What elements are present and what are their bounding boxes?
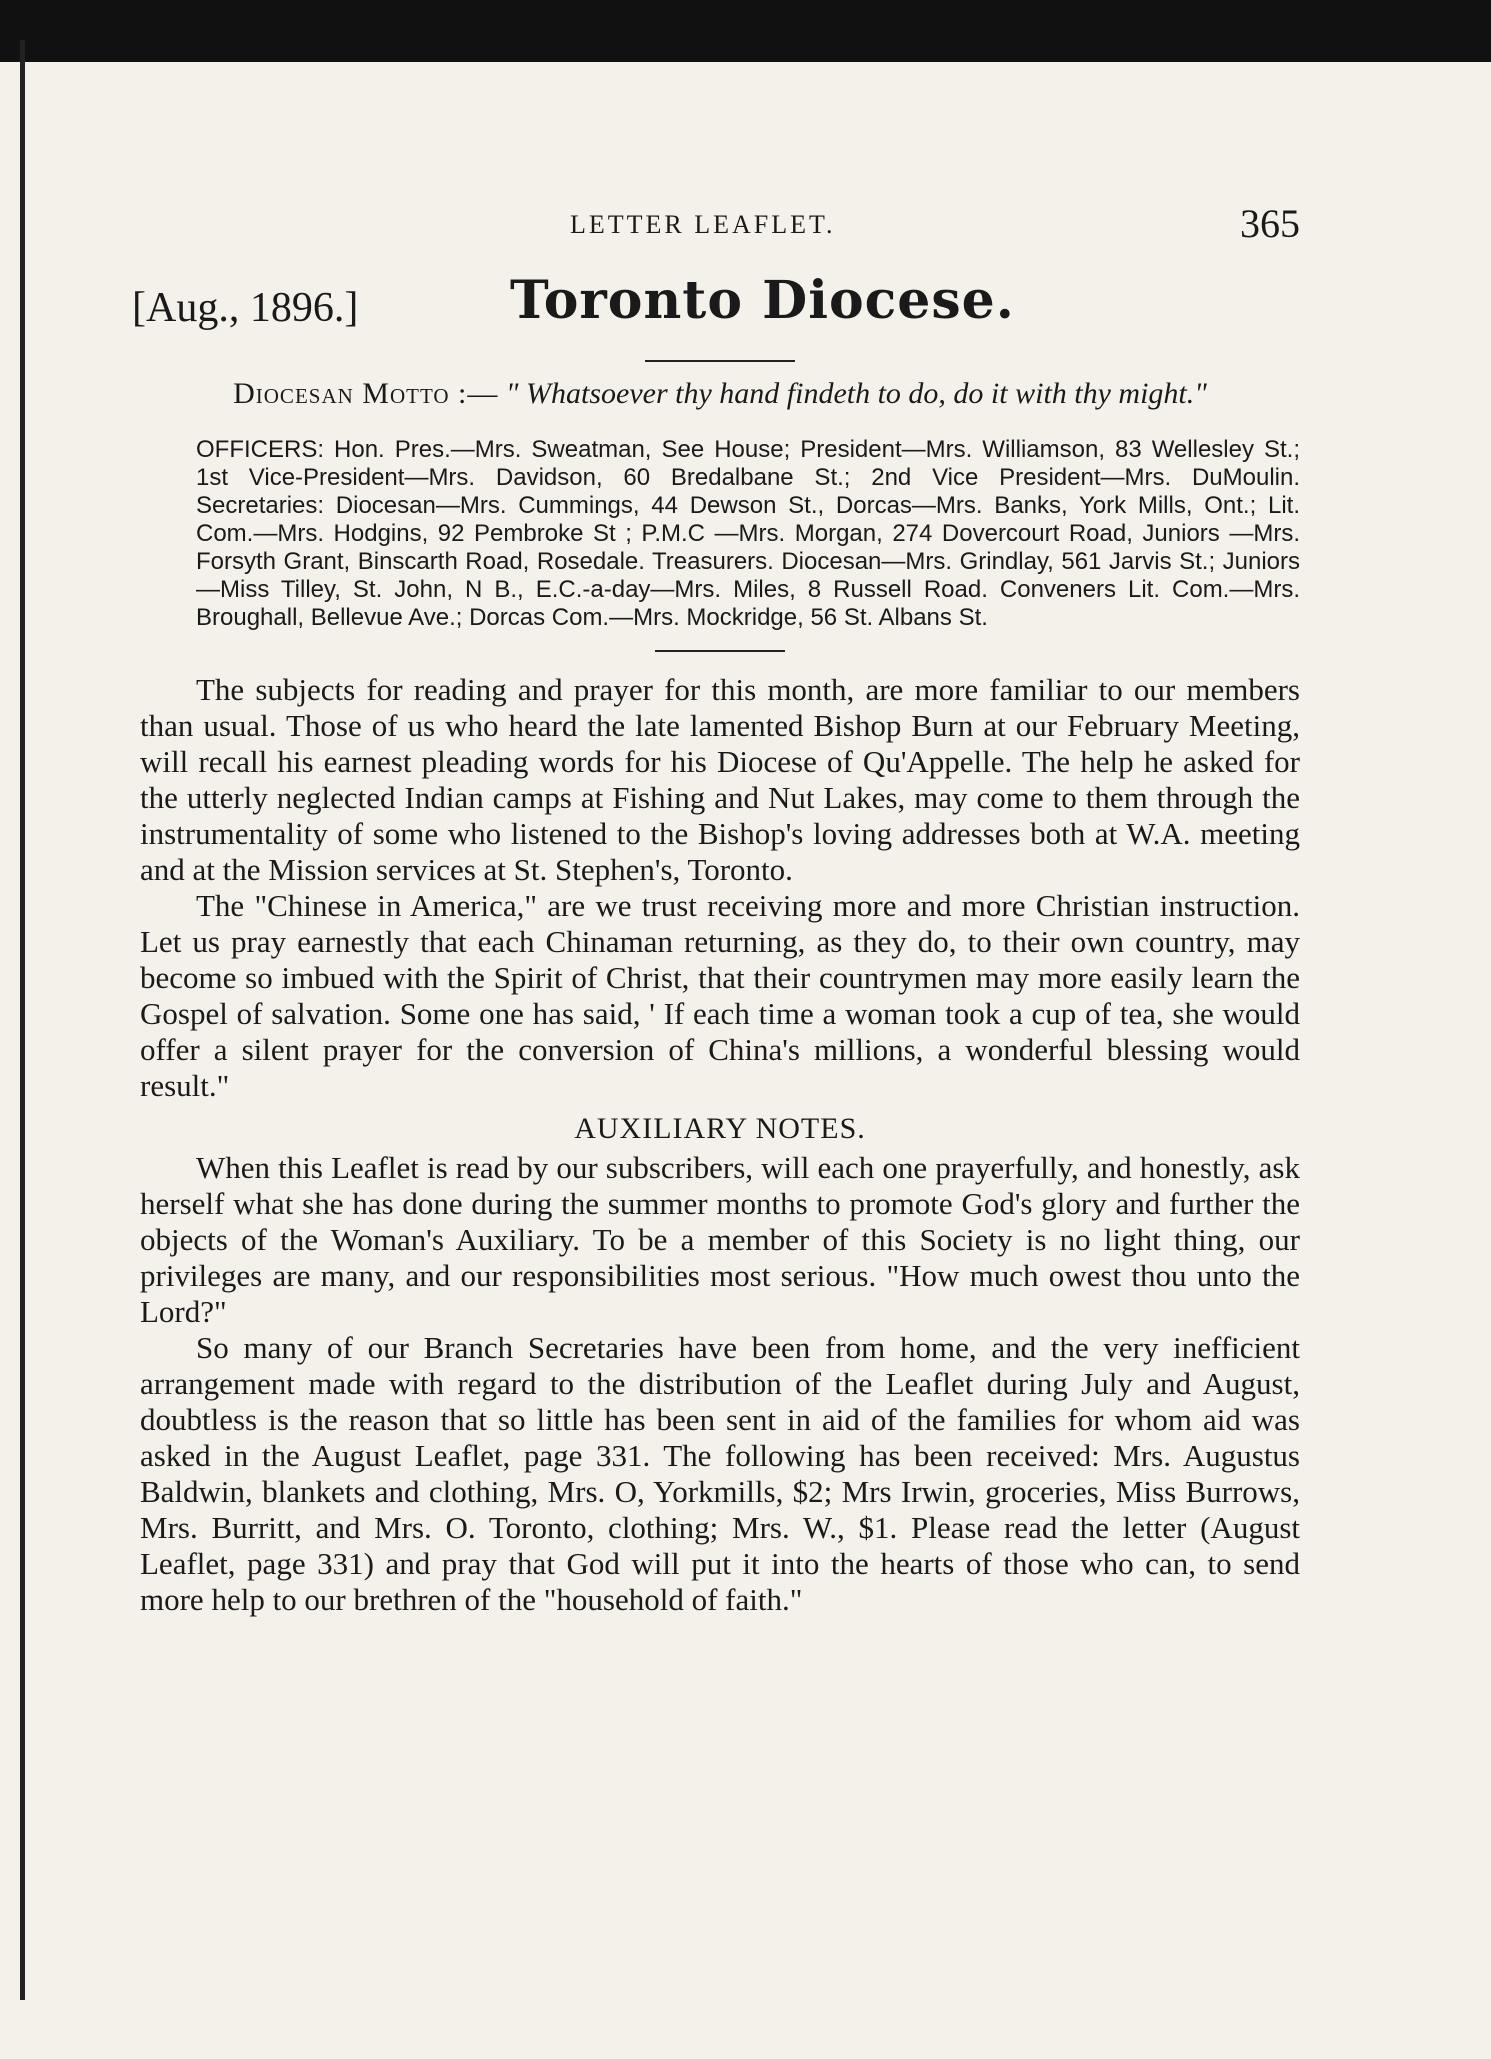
section-heading: AUXILIARY NOTES.	[574, 1112, 866, 1145]
motto-label: Diocesan Motto :—	[233, 377, 499, 410]
officers-text: OFFICERS: Hon. Pres.—Mrs. Sweatman, See House; President—Mrs. Williamson, 83 Wellesley St.; 1st Vice-President—Mrs. Davidson, 60 Bredalbane St.; 2nd Vice President—Mrs. DuMoulin. Secretaries: Diocesan—Mrs. Cummings, 44 Dewson St., Dorcas—Mrs. Banks, York Mills, Ont.; Lit. Com.—Mrs. Hodgins, 92 Pembroke St ; P.M.C —Mrs. Morgan, 274 Dovercourt Road, Juniors —Mrs. Forsyth Grant, Binscarth Road, Rosedale. Treasurers. Diocesan—Mrs. Grindlay, 561 Jarvis St.; Juniors—Miss Tilley, St. John, N B., E.C.-a-day—Mrs. Miles, 8 Russell Road. Conveners Lit. Com.—Mrs. Broughall, Bellevue Ave.; Dorcas Com.—Mrs. Mockridge, 56 St. Albans St.	[196, 436, 1300, 631]
running-head	[140, 200, 1300, 260]
issue-date: [Aug., 1896.]	[132, 285, 359, 331]
diocesan-motto	[140, 376, 1300, 412]
notes-paragraph: So many of our Branch Secretaries have been from home, and the very inefficient arrangement made with regard to the distribution of the Leaflet during July and August, doubtless is the reason that so little has been sent in aid of the families for whom aid was asked in the August Leaflet, page 331. The following has been received: Mrs. Augustus Baldwin, blankets and clothing, Mrs. O, Yorkmills, $2; Mrs Irwin, groceries, Miss Burrows, Mrs. Burritt, and Mrs. O. Toronto, clothing; Mrs. W., $1. Please read the letter (August Leaflet, page 331) and pray that God will put it into the hearts of those who can, to send more help to our brethren of the "household of faith."	[140, 1330, 1300, 1617]
diocese-title: Toronto Diocese.	[510, 270, 1015, 331]
officers-list	[140, 436, 1300, 632]
title-rule	[645, 360, 795, 362]
page-number: 365	[1240, 201, 1300, 246]
scan-top-border	[0, 0, 1491, 62]
section-rule	[655, 650, 785, 652]
document-page	[132, 200, 1300, 1618]
body-paragraph: The subjects for reading and prayer for this month, are more familiar to our members than usual. Those of us who heard the late lamented Bishop Burn at our February Meeting, will recall his earnest pleading words for his Diocese of Qu'Appelle. The help he asked for the utterly neglected Indian camps at Fishing and Nut Lakes, may come to them through the instrumentality of some who listened to the Bishop's loving addresses both at W.A. meeting and at the Mission services at St. Stephen's, Toronto.	[140, 672, 1300, 887]
running-title: LETTER LEAFLET.	[570, 210, 836, 239]
motto-text: " Whatsoever thy hand findeth to do, do it with thy might."	[505, 377, 1207, 410]
scan-left-border	[20, 40, 25, 2000]
notes-paragraph: When this Leaflet is read by our subscribers, will each one prayerfully, and honestly, ask herself what she has done during the summer months to promote God's glory and further the objects of the Woman's Auxiliary. To be a member of this Society is no light thing, our privileges are many, and our responsibilities most serious. "How much owest thou unto the Lord?"	[140, 1150, 1300, 1329]
body-paragraph: The "Chinese in America," are we trust receiving more and more Christian instruction. Let us pray earnestly that each Chinaman returning, as they do, to their own country, may become so imbued with the Spirit of Christ, that their countrymen may more easily learn the Gospel of salvation. Some one has said, ' If each time a woman took a cup of tea, she would offer a silent prayer for the conversion of China's millions, a wonderful blessing would result."	[140, 888, 1300, 1103]
title-row	[132, 270, 1300, 360]
